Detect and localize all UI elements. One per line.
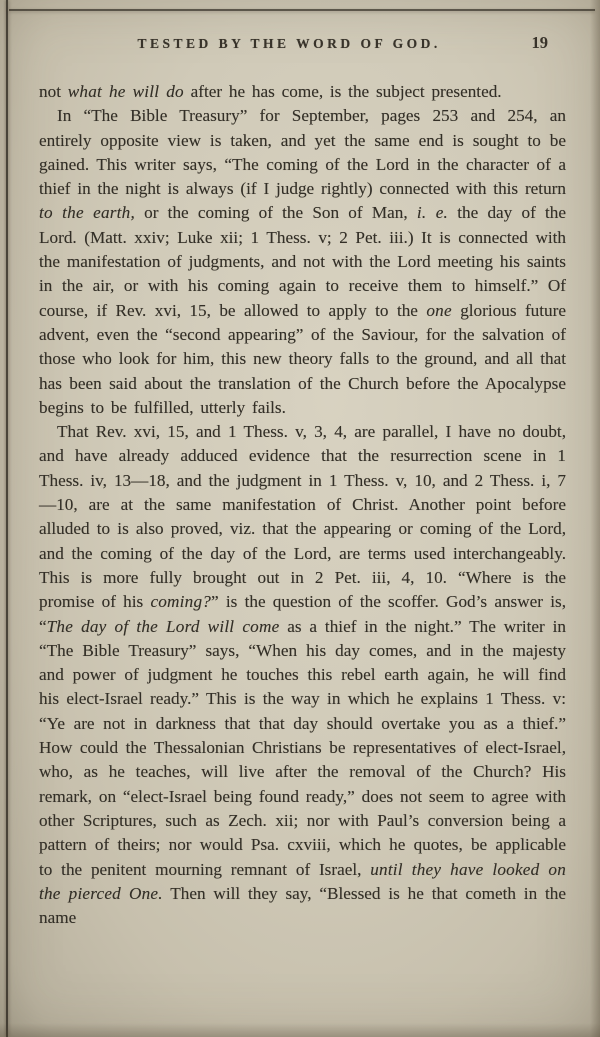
paragraph xyxy=(39,420,566,930)
scan-right-shading xyxy=(590,0,600,1037)
paragraph xyxy=(39,80,566,104)
text-segment: or the coming of the Son of Man, xyxy=(134,203,417,223)
running-header-title: TESTED BY THE WORD OF GOD. xyxy=(137,36,441,51)
text-segment: the day of the Lord. (Matt. xxiv; Luke xii; 1 Thess. v; 2 Pet. iii.) It is connected with the manifestation of judgments, and not with the Lord meeting his saints in the air, or with his coming again to receive them to himself.” Of course, if Rev. xvi, 15, be allowed to apply to the xyxy=(39,203,566,320)
italic-text-segment: i. e. xyxy=(416,203,449,223)
text-segment: That Rev. xvi, 15, and 1 Thess. v, 3, 4, are parallel, I have no doubt, and have already adduced evidence that the resurrection scene in 1 Thess. iv, 13—18, and the judgment in 1 Thess. v, 10, and 2 Thess. i, 7—10, are at the same manifestation of Christ. Another point before alluded to is also proved, viz. that the appearing or coming of the Lord, and the coming of the day of the Lord, are terms used interchangeably. This is more fully brought out in 2 Pet. iii, 4, 10. “Where is the promise of his xyxy=(39,422,566,612)
italic-text-segment: The day of the Lord will come xyxy=(46,616,280,636)
text-segment: In “The Bible Treasury” for September, pages 253 and 254, an entirely opposite view is taken, and yet the same end is sought to be gained. This writer says, “The coming of the Lord in the character of a thief in the night is always (if I judge rightly) connected with this return xyxy=(39,106,566,199)
paragraph xyxy=(39,104,566,420)
text-segment: as a thief in the night.” The writer in “The Bible Treasury” says, “When his day comes, and in the majesty and power of judgment he touches this rebel earth again, he will find his elect-Israel ready.” This is the way in which he explains 1 Thess. v: “Ye are not in darkness that that day should overtake you as a thief.” How could the Thessalonian Christians be representatives of elect-Israel, who, as he teaches, will live after the removal of the Church? His remark, on “elect-Israel being found ready,” does not seem to agree with other Scriptures, such as Zech. xii; nor with Paul’s conversion being a pattern of theirs; nor would Psa. cxviii, which he quotes, be applicable to the penitent mourning remnant of Israel, xyxy=(39,616,566,879)
text-segment: Then will they say, “Blessed is he that cometh in the name xyxy=(39,883,567,928)
italic-text-segment: what he will do xyxy=(67,82,184,101)
scan-top-edge xyxy=(9,9,595,11)
italic-text-segment: to the earth, xyxy=(39,203,135,223)
text-segment: ” is the question of the scoffer. God’s answer is, “ xyxy=(39,592,566,636)
text-segment: glorious future advent, even the “second appearing” of the Saviour, for the salvation of those who look for him, this new theory falls to the ground, and all that has been said about the translation of the Church before the Apocalypse begins to be fulfilled, utterly fails. xyxy=(39,300,566,417)
text-segment: not xyxy=(39,82,68,101)
page-number: 19 xyxy=(531,33,548,52)
italic-text-segment: one xyxy=(426,300,452,320)
scan-left-edge xyxy=(6,0,8,1037)
running-header xyxy=(40,33,570,58)
text-segment: after he has come, is the subject presented. xyxy=(183,82,502,101)
italic-text-segment: until they have looked on the pierced One. xyxy=(39,859,566,903)
scan-bottom-shading xyxy=(0,1023,600,1037)
italic-text-segment: coming? xyxy=(150,592,212,612)
page-body xyxy=(39,80,566,930)
